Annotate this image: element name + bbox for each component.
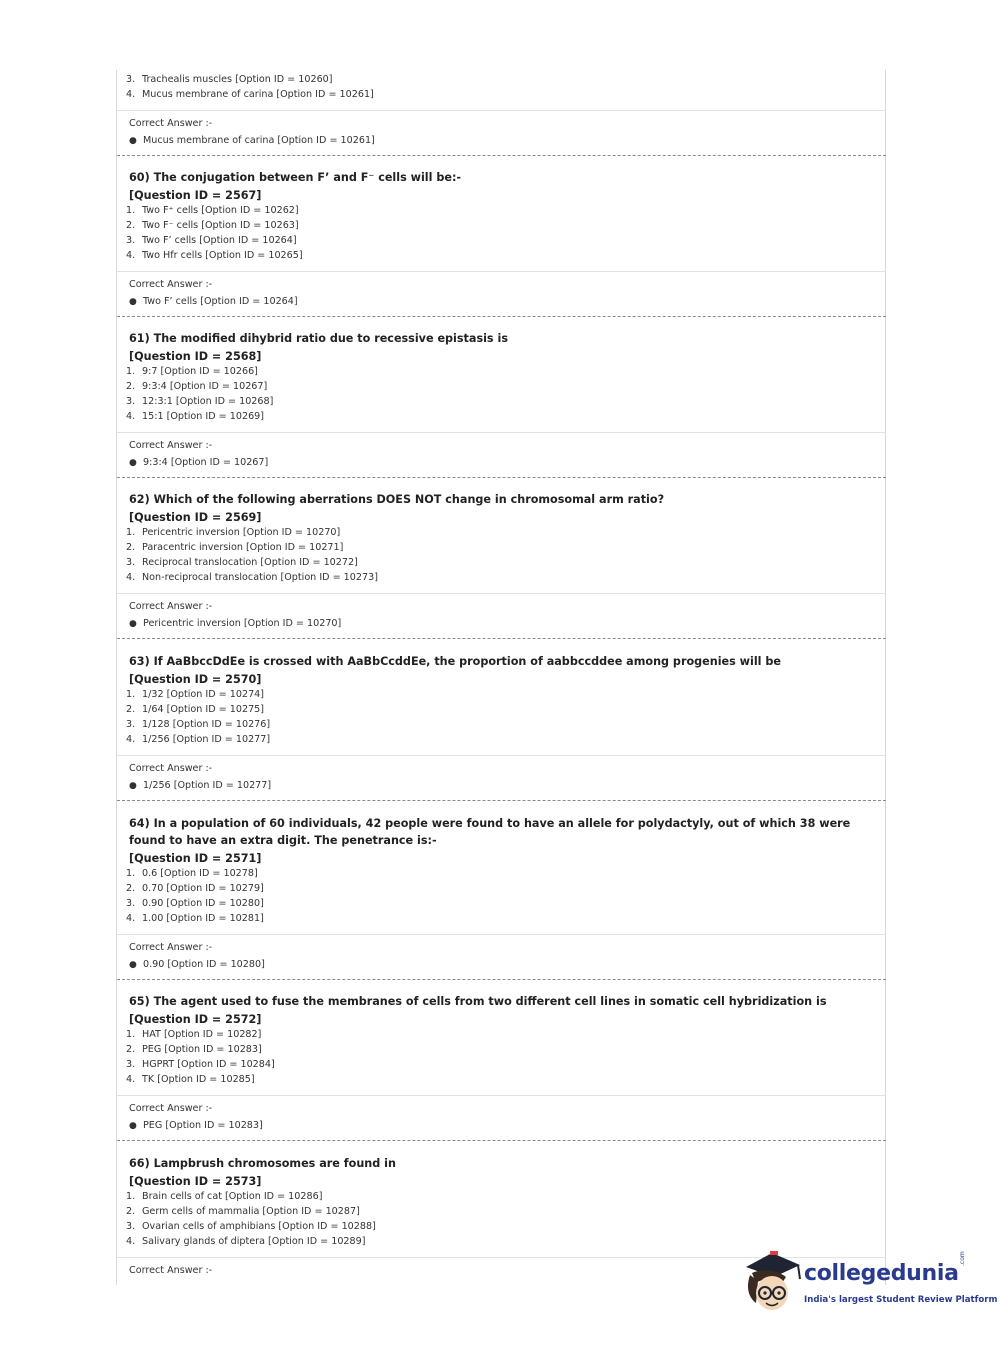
option-item: 1. 9:7 [Option ID = 10266] xyxy=(126,366,258,377)
option-item: 4. 1.00 [Option ID = 10281] xyxy=(126,913,264,924)
option-item: 1. 1/32 [Option ID = 10274] xyxy=(126,689,265,700)
option-item: 4. Two Hfr cells [Option ID = 10265] xyxy=(126,250,303,261)
question-title: 65) The agent used to fuse the membranes of cells from two different cell lines in somatic cell hybridization is xyxy=(129,995,827,1008)
bullet-icon: ● xyxy=(129,1121,137,1131)
question-title: 61) The modified dihybrid ratio due to recessive epistasis is xyxy=(129,332,508,345)
divider xyxy=(117,271,886,272)
question-title: 66) Lampbrush chromosomes are found in xyxy=(129,1157,396,1170)
question-id: [Question ID = 2567] xyxy=(129,189,262,202)
option-item: 3. HGPRT [Option ID = 10284] xyxy=(126,1059,275,1070)
question-title: 64) In a population of 60 individuals, 42 people were found to have an allele for polydactyly, out of which 38 were found to have an extra digit. The penetrance is:- xyxy=(129,817,851,847)
option-item: 1. 0.6 [Option ID = 10278] xyxy=(126,868,258,879)
question-id: [Question ID = 2572] xyxy=(129,1013,262,1026)
correct-answer-label: Correct Answer :- xyxy=(129,942,213,953)
option-item: 3. Trachealis muscles [Option ID = 10260] xyxy=(126,74,333,85)
mascot-icon xyxy=(742,1247,804,1317)
option-item: 2. Germ cells of mammalia [Option ID = 10287] xyxy=(126,1206,360,1217)
question-title: 63) If AaBbccDdEe is crossed with AaBbCcddEe, the proportion of aabbccddee among progenies will be xyxy=(129,655,782,668)
option-item: 3. 0.90 [Option ID = 10280] xyxy=(126,898,264,909)
question-separator xyxy=(117,316,886,317)
bullet-icon: ● xyxy=(129,619,137,629)
brand-domain: .com xyxy=(959,1251,966,1266)
correct-answer-label: Correct Answer :- xyxy=(129,1265,213,1276)
divider xyxy=(117,110,886,111)
question-id: [Question ID = 2570] xyxy=(129,673,262,686)
collegedunia-logo xyxy=(742,1247,998,1317)
question-id: [Question ID = 2573] xyxy=(129,1175,262,1188)
question-title: 62) Which of the following aberrations DOES NOT change in chromosomal arm ratio? xyxy=(129,493,665,506)
option-item: 4. TK [Option ID = 10285] xyxy=(126,1074,255,1085)
question-separator xyxy=(117,155,886,156)
option-item: 4. Non-reciprocal translocation [Option ID = 10273] xyxy=(126,572,378,583)
option-item: 2. 0.70 [Option ID = 10279] xyxy=(126,883,264,894)
option-item: 4. Salivary glands of diptera [Option ID = 10289] xyxy=(126,1236,366,1247)
correct-answer: ● Mucus membrane of carina [Option ID = 10261] xyxy=(129,135,375,146)
option-item: 4. 15:1 [Option ID = 10269] xyxy=(126,411,265,422)
correct-answer: ● Two F’ cells [Option ID = 10264] xyxy=(129,296,298,307)
divider xyxy=(117,432,886,433)
question-separator xyxy=(117,638,886,639)
option-item: 2. PEG [Option ID = 10283] xyxy=(126,1044,262,1055)
question-separator xyxy=(117,979,886,980)
question-title: 60) The conjugation between F’ and F⁻ cells will be:- xyxy=(129,171,462,184)
option-item: 1. HAT [Option ID = 10282] xyxy=(126,1029,262,1040)
correct-answer: ● 0.90 [Option ID = 10280] xyxy=(129,959,265,970)
bullet-icon: ● xyxy=(129,297,137,307)
brand-name: collegedunia xyxy=(804,1261,959,1286)
option-item: 1. Brain cells of cat [Option ID = 10286] xyxy=(126,1191,323,1202)
bullet-icon: ● xyxy=(129,781,137,791)
correct-answer-label: Correct Answer :- xyxy=(129,118,213,129)
bullet-icon: ● xyxy=(129,136,137,146)
correct-answer-label: Correct Answer :- xyxy=(129,763,213,774)
correct-answer: ● 1/256 [Option ID = 10277] xyxy=(129,780,272,791)
option-item: 3. Ovarian cells of amphibians [Option ID = 10288] xyxy=(126,1221,376,1232)
question-id: [Question ID = 2568] xyxy=(129,350,262,363)
option-item: 3. 12:3:1 [Option ID = 10268] xyxy=(126,396,274,407)
bullet-icon: ● xyxy=(129,458,137,468)
question-id: [Question ID = 2571] xyxy=(129,852,262,865)
divider xyxy=(117,934,886,935)
brand-tagline: India's largest Student Review Platform xyxy=(804,1295,998,1305)
question-separator xyxy=(117,1140,886,1141)
option-item: 3. Two F’ cells [Option ID = 10264] xyxy=(126,235,297,246)
correct-answer-label: Correct Answer :- xyxy=(129,440,213,451)
option-item: 2. 1/64 [Option ID = 10275] xyxy=(126,704,265,715)
option-item: 4. Mucus membrane of carina [Option ID = 10261] xyxy=(126,89,374,100)
correct-answer: ● 9:3:4 [Option ID = 10267] xyxy=(129,457,269,468)
correct-answer-label: Correct Answer :- xyxy=(129,1103,213,1114)
question-separator xyxy=(117,800,886,801)
option-item: 1. Pericentric inversion [Option ID = 10270] xyxy=(126,527,341,538)
correct-answer-label: Correct Answer :- xyxy=(129,279,213,290)
option-item: 1. Two F⁺ cells [Option ID = 10262] xyxy=(126,205,299,216)
option-item: 2. 9:3:4 [Option ID = 10267] xyxy=(126,381,268,392)
option-item: 3. Reciprocal translocation [Option ID = 10272] xyxy=(126,557,358,568)
bullet-icon: ● xyxy=(129,960,137,970)
document-page xyxy=(116,70,886,1285)
correct-answer-label: Correct Answer :- xyxy=(129,601,213,612)
option-item: 2. Two F⁻ cells [Option ID = 10263] xyxy=(126,220,299,231)
correct-answer: ● PEG [Option ID = 10283] xyxy=(129,1120,263,1131)
question-separator xyxy=(117,477,886,478)
divider xyxy=(117,593,886,594)
divider xyxy=(117,755,886,756)
divider xyxy=(117,1095,886,1096)
option-item: 2. Paracentric inversion [Option ID = 10271] xyxy=(126,542,344,553)
question-id: [Question ID = 2569] xyxy=(129,511,262,524)
correct-answer: ● Pericentric inversion [Option ID = 10270] xyxy=(129,618,342,629)
option-item: 4. 1/256 [Option ID = 10277] xyxy=(126,734,271,745)
option-item: 3. 1/128 [Option ID = 10276] xyxy=(126,719,271,730)
